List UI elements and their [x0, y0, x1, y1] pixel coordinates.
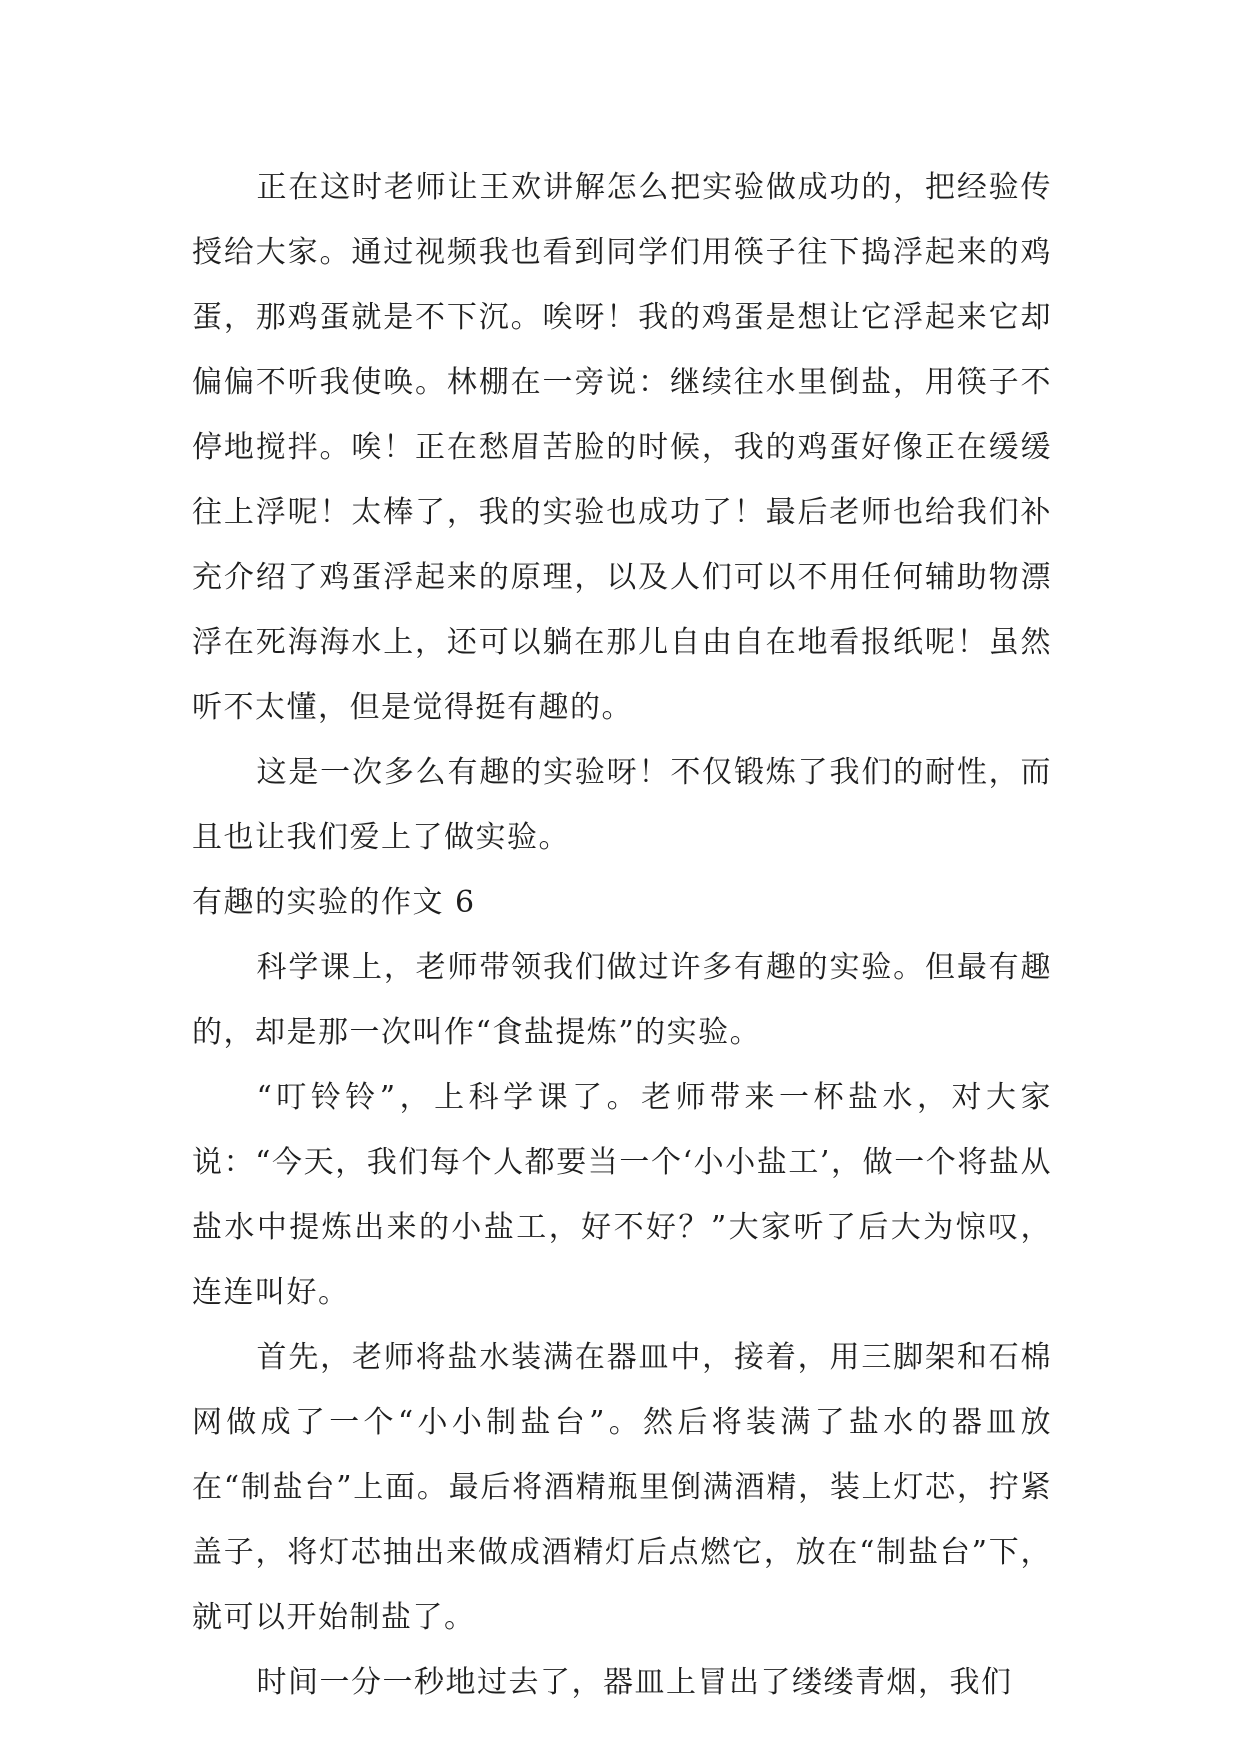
body-paragraph: 科学课上，老师带领我们做过许多有趣的实验。但最有趣的，却是那一次叫作“食盐提炼”的实验。 — [192, 950, 1052, 1050]
section-title: 有趣的实验的作文 6 — [192, 885, 476, 920]
body-paragraph: 首先，老师将盐水装满在器皿中，接着，用三脚架和石棉网做成了一个“小小制盐台”。然后将装满了盐水的器皿放在“制盐台”上面。最后将酒精瓶里倒满酒精，装上灯芯，拧紧盖子，将灯芯抽出来做成酒精灯后点燃它，放在“制盐台”下，就可以开始制盐了。 — [192, 1340, 1052, 1635]
document-page — [192, 155, 1052, 1715]
body-paragraph: 时间一分一秒地过去了，器皿上冒出了缕缕青烟，我们 — [256, 1665, 1013, 1700]
body-paragraph: 这是一次多么有趣的实验呀！不仅锻炼了我们的耐性，而且也让我们爱上了做实验。 — [192, 755, 1052, 855]
body-paragraph: 正在这时老师让王欢讲解怎么把实验做成功的，把经验传授给大家。通过视频我也看到同学们用筷子往下捣浮起来的鸡蛋，那鸡蛋就是不下沉。唉呀！我的鸡蛋是想让它浮起来它却偏偏不听我使唤。林棚在一旁说：继续往水里倒盐，用筷子不停地搅拌。唉！正在愁眉苦脸的时候，我的鸡蛋好像正在缓缓往上浮呢！太棒了，我的实验也成功了！最后老师也给我们补充介绍了鸡蛋浮起来的原理，以及人们可以不用任何辅助物漂浮在死海海水上，还可以躺在那儿自由自在地看报纸呢！虽然听不太懂，但是觉得挺有趣的。 — [192, 170, 1052, 725]
body-paragraph: “叮铃铃”，上科学课了。老师带来一杯盐水，对大家说：“今天，我们每个人都要当一个‘小小盐工’，做一个将盐从盐水中提炼出来的小盐工，好不好？”大家听了后大为惊叹，连连叫好。 — [192, 1080, 1052, 1310]
